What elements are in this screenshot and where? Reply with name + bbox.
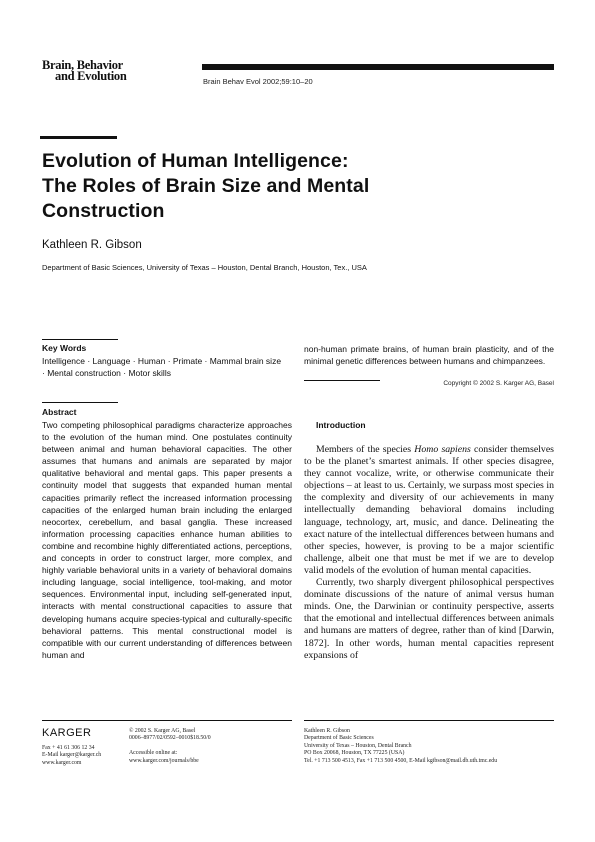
footer-copyright: © 2002 S. Karger AG, Basel bbox=[129, 728, 196, 734]
species-name: Homo sapiens bbox=[414, 444, 471, 455]
publisher-email[interactable]: E-Mail karger@karger.ch bbox=[42, 752, 102, 759]
keywords-heading: Key Words bbox=[42, 343, 87, 353]
correspondence-address: PO Box 20068, Houston, TX 77225 (USA) bbox=[304, 750, 405, 757]
accessible-url[interactable]: www.karger.com/journals/bbe bbox=[129, 757, 199, 764]
footer-issn: 0006–8977/02/0592–0010$18.50/0 bbox=[129, 735, 211, 742]
publisher-logo: KARGER bbox=[42, 727, 92, 739]
introduction-paragraph-2: Currently, two sharply divergent philosophical perspectives dominate discussions of the nature of animal versus human minds. One, the Darwinian or continuity perspective, asserts that the emotional and intellectual differences between animals and humans are matters of degree, rather than of kind [Darwin, 1872]. In other words, human mental capacities represent expansions of bbox=[304, 577, 554, 661]
correspondence-phone: Tel. +1 713 500 4513, Fax +1 713 500 4500, E-Mail kgibson@mail.db.uth.tmc.edu bbox=[304, 757, 498, 764]
introduction-body bbox=[304, 444, 554, 662]
abstract-text: Two competing philosophical paradigms characterize approaches to the evolution of the human mind. One postulates continuity between animal and human behavioral capacities. The other assumes that humans and animals are separated by major qualitative behavioral and mental gaps. This paper presents a continuity model that suggests that expanded human mental capacities primarily reflect the increased information processing capacities of the enlarged human brain including the enlarged neocortex, cerebellum, and basal ganglia. These increased information processing capacities enhance human abilities to combine and recombine highly differentiated actions, perceptions, and concepts in order to construct larger, more complex, and highly variable behavioral units in a variety of behavioral domains including language, social intelligence, tool-making, and motor sequences. Environmental input, including self-generated input, interacts with mental constructional capacities to assure that developing humans acquire species-typical and culturally-specific behavioral patterns. This mental constructional model is compatible with our current understanding of differences between human and bbox=[42, 420, 292, 660]
keywords-rule bbox=[42, 339, 118, 340]
journal-citation: Brain Behav Evol 2002;59:10–20 bbox=[203, 77, 313, 86]
copyright-line: Copyright © 2002 S. Karger AG, Basel bbox=[443, 380, 554, 387]
introduction-paragraph-1 bbox=[304, 444, 554, 577]
publisher-fax: Fax + 41 61 306 12 34 bbox=[42, 745, 95, 751]
title-line-2: The Roles of Brain Size and Mental bbox=[42, 175, 370, 197]
title-line-1: Evolution of Human Intelligence: bbox=[42, 150, 349, 172]
article-title bbox=[42, 149, 462, 224]
title-rule bbox=[40, 136, 117, 139]
correspondence-name: Kathleen R. Gibson bbox=[304, 728, 350, 734]
author-name: Kathleen R. Gibson bbox=[42, 239, 142, 251]
footer-rule-left bbox=[42, 720, 292, 721]
abstract-continued: non-human primate brains, of human brain plasticity, and of the minimal genetic differences between humans and chimpanzees. bbox=[304, 344, 554, 367]
keywords-text: Intelligence · Language · Human · Primate · Mammal brain size · Mental construction · Motor skills bbox=[42, 356, 282, 379]
introduction-heading: Introduction bbox=[316, 420, 366, 430]
journal-logo-line1: Brain, Behavior bbox=[42, 58, 123, 72]
footer-rule-right bbox=[304, 720, 554, 721]
publisher-contact bbox=[42, 745, 101, 767]
journal-logo bbox=[42, 60, 142, 82]
author-affiliation: Department of Basic Sciences, University of Texas – Houston, Dental Branch, Houston, Tex., USA bbox=[42, 263, 367, 272]
correspondence-univ: University of Texas – Houston, Dental Branch bbox=[304, 742, 412, 749]
intro-p1-start: Members of the species bbox=[316, 444, 415, 455]
accessible-label: Accessible online at: bbox=[129, 750, 178, 757]
abstract-rule bbox=[42, 402, 118, 403]
publisher-website[interactable]: www.karger.com bbox=[42, 759, 82, 766]
correspondence-block bbox=[304, 728, 554, 765]
abstract-heading: Abstract bbox=[42, 407, 77, 417]
correspondence-dept: Department of Basic Sciences bbox=[304, 735, 374, 742]
publication-info bbox=[129, 728, 211, 765]
title-line-3: Construction bbox=[42, 200, 165, 222]
journal-logo-line2: and Evolution bbox=[55, 69, 127, 83]
intro-p1-rest: consider themselves to be the planet’s smartest animals. If other species disagree, they cannot vocalize, write, or otherwise communicate their objections – at least to us. Certainly, we surpass most species in the complexity and diversity of our achievements in many intellectually demanding behavioral domains including language, technology, art, music, and dance. Delineating the exact nature of the intellectual differences between humans and other species, however, is proving to be a major scientific challenge, albeit one that must be met if we are to develop valid models of the evolution of human mental capacities. bbox=[304, 444, 554, 576]
header-bar bbox=[202, 64, 554, 70]
